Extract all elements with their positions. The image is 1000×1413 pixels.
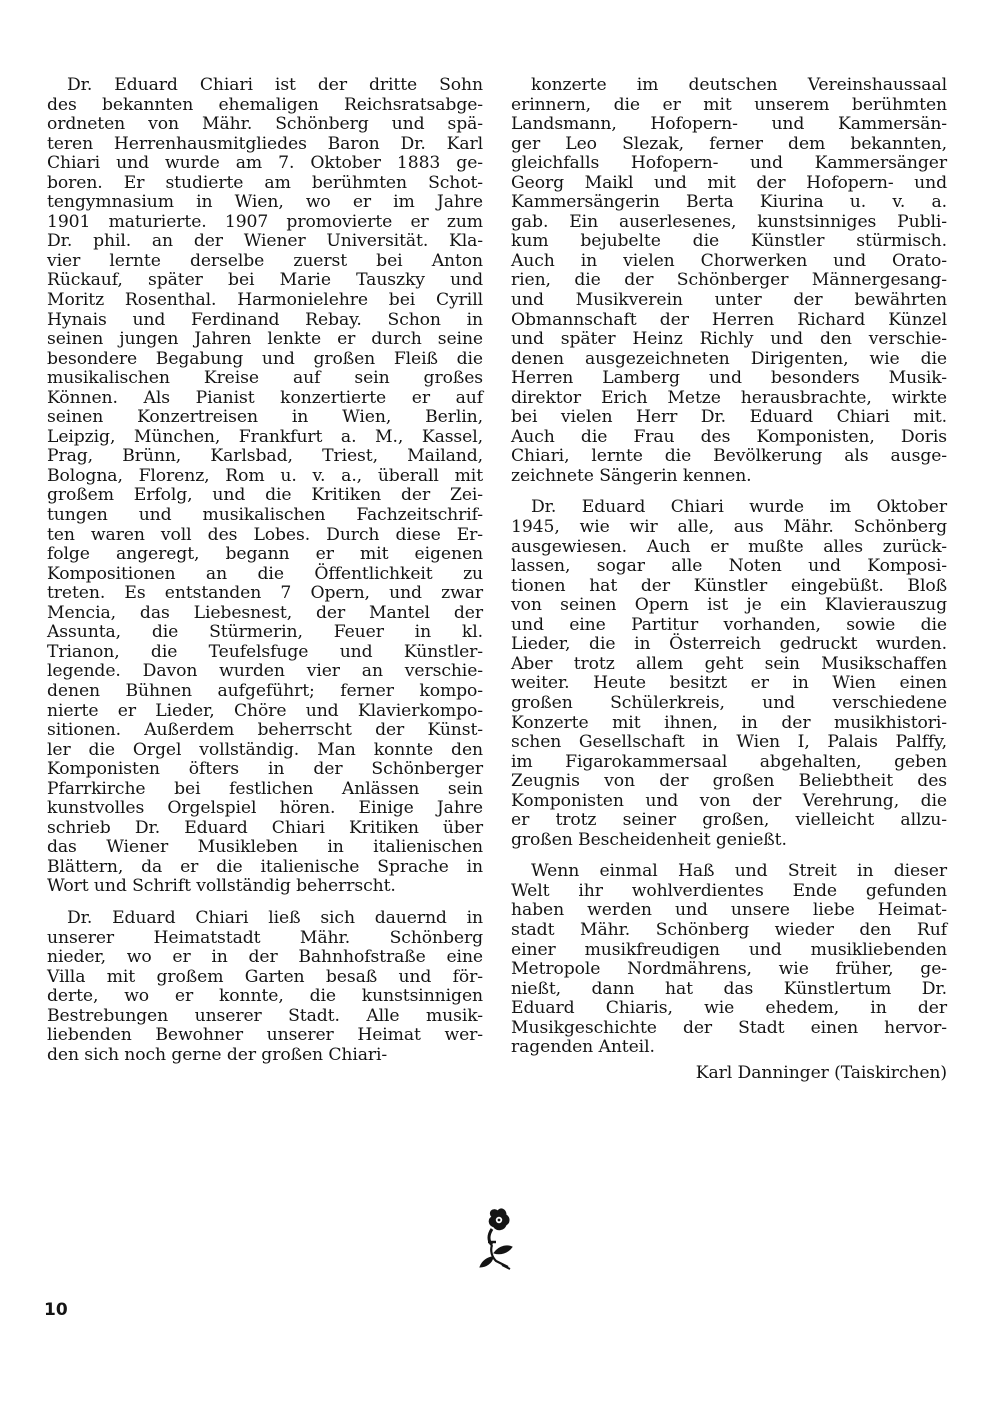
text-line: ler die Orgel vollständig. Man konnte den xyxy=(47,739,483,760)
text-line: Blättern, da er die italienische Sprache in xyxy=(47,856,483,877)
page-number: 10 xyxy=(44,1300,68,1320)
text-line: liebenden Bewohner unserer Heimat wer- xyxy=(47,1025,483,1046)
text-line: ordneten von Mähr. Schönberg und spä- xyxy=(47,114,483,135)
text-line: von seinen Opern ist je ein Klavierauszug xyxy=(511,595,947,616)
text-line: Villa mit großem Garten besaß und för- xyxy=(47,966,483,987)
text-line: kum bejubelte die Künstler stürmisch. xyxy=(511,231,947,252)
text-line: Metropole Nordmährens, wie früher, ge- xyxy=(511,959,947,980)
text-line: das Wiener Musikleben in italienischen xyxy=(47,837,483,858)
text-line: Auch in vielen Chorwerken und Orato- xyxy=(511,250,947,271)
text-line: Komponisten und von der Verehrung, die xyxy=(511,790,947,811)
text-line: direktor Erich Metze herausbrachte, wirkte xyxy=(511,387,947,408)
text-line: Dr. Eduard Chiari ließ sich dauernd in xyxy=(67,907,483,928)
text-line: Aber trotz allem geht sein Musikschaffen xyxy=(511,653,947,674)
text-line: Leipzig, München, Frankfurt a. M., Kassel, xyxy=(47,426,483,447)
left-column xyxy=(47,76,483,1065)
text-line: Mencia, das Liebesnest, der Mantel der xyxy=(47,602,483,623)
text-line: schrieb Dr. Eduard Chiari Kritiken über xyxy=(47,817,483,838)
text-line: stadt Mähr. Schönberg wieder den Ruf xyxy=(511,919,947,940)
text-line: zeichnete Sängerin kennen. xyxy=(511,465,752,486)
text-line: folge angeregt, begann er mit eigenen xyxy=(47,544,483,565)
text-line: und Musikverein unter der bewährten xyxy=(511,290,947,311)
text-line: des bekannten ehemaligen Reichsratsabge- xyxy=(47,94,483,115)
paragraph xyxy=(47,909,483,1065)
text-line: Welt ihr wohlverdientes Ende gefunden xyxy=(511,880,947,901)
text-line: Chiari, lernte die Bevölkerung als ausge- xyxy=(511,446,947,467)
text-line: treten. Es entstanden 7 Opern, und zwar xyxy=(47,583,483,604)
paragraph xyxy=(47,76,483,897)
text-line: derte, wo er konnte, die kunstsinnigen xyxy=(47,986,483,1007)
text-line: großen Bescheidenheit genießt. xyxy=(511,829,787,850)
paragraph xyxy=(511,862,947,1057)
text-line: Moritz Rosenthal. Harmonielehre bei Cyrill xyxy=(47,290,483,311)
text-line: Wort und Schrift vollständig beherrscht. xyxy=(47,876,396,897)
text-line: tionen hat der Künstler eingebüßt. Bloß xyxy=(511,575,947,596)
paragraph xyxy=(511,76,947,486)
text-line: nießt, dann hat das Künstlertum Dr. xyxy=(511,978,947,999)
text-line: lassen, sogar alle Noten und Komposi- xyxy=(511,556,947,577)
text-line: nieder, wo er in der Bahnhofstraße eine xyxy=(47,947,483,968)
text-line: er trotz seiner großen, vielleicht allzu- xyxy=(511,810,947,831)
text-line: und später Heinz Richly und den verschie- xyxy=(511,329,947,350)
text-line: ragenden Anteil. xyxy=(511,1037,655,1058)
text-line: sitionen. Außerdem beherrscht der Künst- xyxy=(47,720,483,741)
text-line: seinen jungen Jahren lenkte er durch seine xyxy=(47,329,483,350)
text-line: ger Leo Slezak, ferner dem bekannten, xyxy=(511,133,947,154)
text-line: vier lernte derselbe zuerst bei Anton xyxy=(47,250,483,271)
text-line: Dr. phil. an der Wiener Universität. Kla- xyxy=(47,231,483,252)
text-line: boren. Er studierte am berühmten Schot- xyxy=(47,172,483,193)
text-line: Kompositionen an die Öffentlichkeit zu xyxy=(47,563,483,584)
text-line: im Figarokammersaal abgehalten, geben xyxy=(511,751,947,772)
text-line: musikalischen Kreise auf sein großes xyxy=(47,368,483,389)
text-line: ausgewiesen. Auch er mußte alles zurück- xyxy=(511,536,947,557)
text-line: Eduard Chiaris, wie ehedem, in der xyxy=(511,998,947,1019)
text-line: Assunta, die Stürmerin, Feuer in kl. xyxy=(47,622,483,643)
right-column xyxy=(511,76,947,1083)
text-line: ten waren voll des Lobes. Durch diese Er- xyxy=(47,524,483,545)
text-line: schen Gesellschaft in Wien I, Palais Palffy, xyxy=(511,732,947,753)
text-line: gab. Ein auserlesenes, kunstsinniges Publi- xyxy=(511,211,947,232)
text-line: Lieder, die in Österreich gedruckt wurden. xyxy=(511,634,947,655)
text-line: unserer Heimatstadt Mähr. Schönberg xyxy=(47,927,483,948)
text-line: rien, die der Schönberger Männergesang- xyxy=(511,270,947,291)
paragraph xyxy=(511,498,947,850)
text-line: Hynais und Ferdinand Rebay. Schon in xyxy=(47,309,483,330)
text-line: Bestrebungen unserer Stadt. Alle musik- xyxy=(47,1005,483,1026)
text-line: Können. Als Pianist konzertierte er auf xyxy=(47,387,483,408)
text-line: Obmannschaft der Herren Richard Künzel xyxy=(511,309,947,330)
text-line: Chiari und wurde am 7. Oktober 1883 ge- xyxy=(47,153,483,174)
text-line: Zeugnis von der großen Beliebtheit des xyxy=(511,771,947,792)
text-line: denen Bühnen aufgeführt; ferner kompo- xyxy=(47,680,483,701)
text-line: gleichfalls Hofopern- und Kammersänger xyxy=(511,153,947,174)
text-line: 1901 maturierte. 1907 promovierte er zum xyxy=(47,211,483,232)
text-line: Pfarrkirche bei festlichen Anlässen sein xyxy=(47,778,483,799)
text-line: erinnern, die er mit unserem berühmten xyxy=(511,94,947,115)
text-line: Konzerte mit ihnen, in der musikhistori- xyxy=(511,712,947,733)
text-line: Dr. Eduard Chiari wurde im Oktober xyxy=(531,497,947,518)
text-line: Musikgeschichte der Stadt einen hervor- xyxy=(511,1017,947,1038)
text-line: den sich noch gerne der großen Chiari- xyxy=(47,1044,388,1065)
text-line: einer musikfreudigen und musikliebenden xyxy=(511,939,947,960)
text-line: Rückauf, später bei Marie Tauszky und xyxy=(47,270,483,291)
text-line: nierte er Lieder, Chöre und Klavierkompo- xyxy=(47,700,483,721)
text-line: kunstvolles Orgelspiel hören. Einige Jahre xyxy=(47,798,483,819)
text-line: haben werden und unsere liebe Heimat- xyxy=(511,900,947,921)
text-line: Georg Maikl und mit der Hofopern- und xyxy=(511,172,947,193)
text-line: Herren Lamberg und besonders Musik- xyxy=(511,368,947,389)
text-line: weiter. Heute besitzt er in Wien einen xyxy=(511,673,947,694)
text-line: Trianon, die Teufelsfuge und Künstler- xyxy=(47,641,483,662)
text-line: Landsmann, Hofopern- und Kammersän- xyxy=(511,114,947,135)
author-signature: Karl Danninger (Taiskirchen) xyxy=(695,1062,947,1083)
text-line: tungen und musikalischen Fachzeitschrif- xyxy=(47,505,483,526)
text-line: Wenn einmal Haß und Streit in dieser xyxy=(531,861,947,882)
text-line: konzerte im deutschen Vereinshaussaal xyxy=(531,75,947,95)
text-line: besondere Begabung und großen Fleiß die xyxy=(47,348,483,369)
text-line: Dr. Eduard Chiari ist der dritte Sohn xyxy=(67,75,483,95)
text-line: legende. Davon wurden vier an verschie- xyxy=(47,661,483,682)
text-line: Kammersängerin Berta Kiurina u. v. a. xyxy=(511,192,947,213)
text-line: Komponisten öfters in der Schönberger xyxy=(47,759,483,780)
text-line: großem Erfolg, und die Kritiken der Zei- xyxy=(47,485,483,506)
text-line: und eine Partitur vorhanden, sowie die xyxy=(511,614,947,635)
text-line: seinen Konzertreisen in Wien, Berlin, xyxy=(47,407,483,428)
text-line: Prag, Brünn, Karlsbad, Triest, Mailand, xyxy=(47,446,483,467)
text-line: teren Herrenhausmitgliedes Baron Dr. Karl xyxy=(47,133,483,154)
text-line: großen Schülerkreis, und verschiedene xyxy=(511,692,947,713)
text-line: 1945, wie wir alle, aus Mähr. Schönberg xyxy=(511,517,947,538)
text-line: bei vielen Herr Dr. Eduard Chiari mit. xyxy=(511,407,947,428)
text-line: Auch die Frau des Komponisten, Doris xyxy=(511,426,947,447)
flower-ornament-icon xyxy=(478,1205,522,1271)
text-line: denen ausgezeichneten Dirigenten, wie die xyxy=(511,348,947,369)
text-line: Bologna, Florenz, Rom u. v. a., überall mit xyxy=(47,465,483,486)
text-line: tengymnasium in Wien, wo er im Jahre xyxy=(47,192,483,213)
